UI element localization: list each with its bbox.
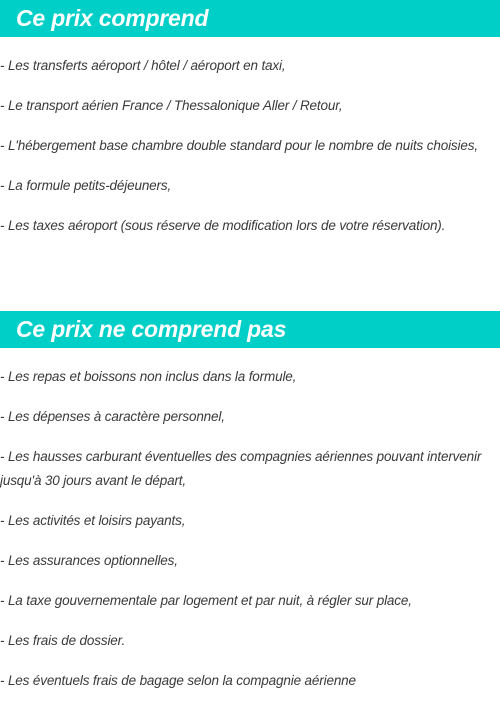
list-item: - Les transferts aéroport / hôtel / aéroport en taxi, (0, 58, 286, 73)
list-item: - Les activités et loisirs payants, (0, 513, 186, 528)
list-item: - Les taxes aéroport (sous réserve de modification lors de votre réservation). (0, 218, 446, 233)
price-includes-header (0, 0, 500, 37)
price-excludes-header (0, 311, 500, 348)
list-item: - Les éventuels frais de bagage selon la compagnie aérienne (0, 673, 356, 688)
list-item: - Les repas et boissons non inclus dans la formule, (0, 369, 297, 384)
price-excludes-list (0, 365, 496, 709)
list-item: - Les assurances optionnelles, (0, 553, 178, 568)
list-item: - Les frais de dossier. (0, 633, 126, 648)
list-item: - L'hébergement base chambre double standard pour le nombre de nuits choisies, (0, 138, 478, 153)
list-item: - La taxe gouvernementale par logement et par nuit, à régler sur place, (0, 593, 412, 608)
list-item: - Le transport aérien France / Thessalonique Aller / Retour, (0, 98, 343, 113)
list-item: - Les hausses carburant éventuelles des compagnies aériennes pouvant intervenir jusqu'à 30 jours avant le départ, (0, 449, 482, 488)
list-item: - La formule petits-déjeuners, (0, 178, 172, 193)
price-excludes-title: Ce prix ne comprend pas (16, 316, 287, 342)
list-item: - Les dépenses à caractère personnel, (0, 409, 225, 424)
price-includes-list (0, 54, 496, 254)
price-includes-title: Ce prix comprend (16, 5, 209, 31)
